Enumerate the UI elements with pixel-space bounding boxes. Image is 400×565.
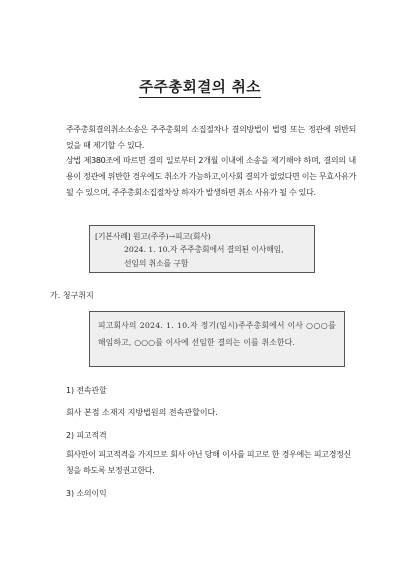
- item-3-heading: 3) 소의이익: [66, 489, 107, 498]
- item-2-heading: 2) 피고적격: [66, 431, 107, 440]
- item-1-text: 회사 본점 소재지 지방법원의 전속관할이다.: [66, 408, 218, 417]
- example-case-line-1: [기본사례] 원고(주주)→피고(회사): [95, 232, 211, 241]
- section-heading-claim: 가. 청구취지: [50, 291, 94, 300]
- example-case-line-3: 선임의 취소를 구함: [124, 259, 189, 268]
- item-2-text: 회사만이 피고적격을 가지므로 회사 아닌 당해 이사를 피고로 한 경우에는 피고경정신청을 하도록 보정권고한다.: [66, 450, 351, 475]
- document-title: [0, 76, 400, 97]
- intro-paragraph-2: 상법 제380조에 따르면 결의 일로부터 2개월 이내에 소송을 제기해야 하며, 결의의 내용이 정관에 위반한 경우에도 취소가 가능하고,이사회 결의가 없었다면 이는 무효사유가 될 수 있으며, 주주총회소집절차상 하자가 발생하면 취소 사유가 될 수 있다.: [66, 156, 356, 197]
- item-1-heading: 1) 전속관할: [66, 386, 107, 395]
- claim-text-box: 피고회사의 2024. 1. 10.자 정기(임시)주주총회에서 이사 ○○○를 해임하고, ○○○를 이사에 선임한 결의는 이를 취소한다.: [89, 311, 345, 367]
- document-title-text: 주주총회결의 취소: [139, 80, 261, 96]
- example-case-box: [89, 225, 315, 273]
- intro-paragraph-1: 주주총회결의취소소송은 주주총회의 소집절차나 결의방법이 법령 또는 정관에 위반되었을 때 제기할 수 있다.: [66, 125, 356, 150]
- example-case-line-2: 2024. 1. 10.자 주주총회에서 결의된 이사해임,: [124, 245, 284, 254]
